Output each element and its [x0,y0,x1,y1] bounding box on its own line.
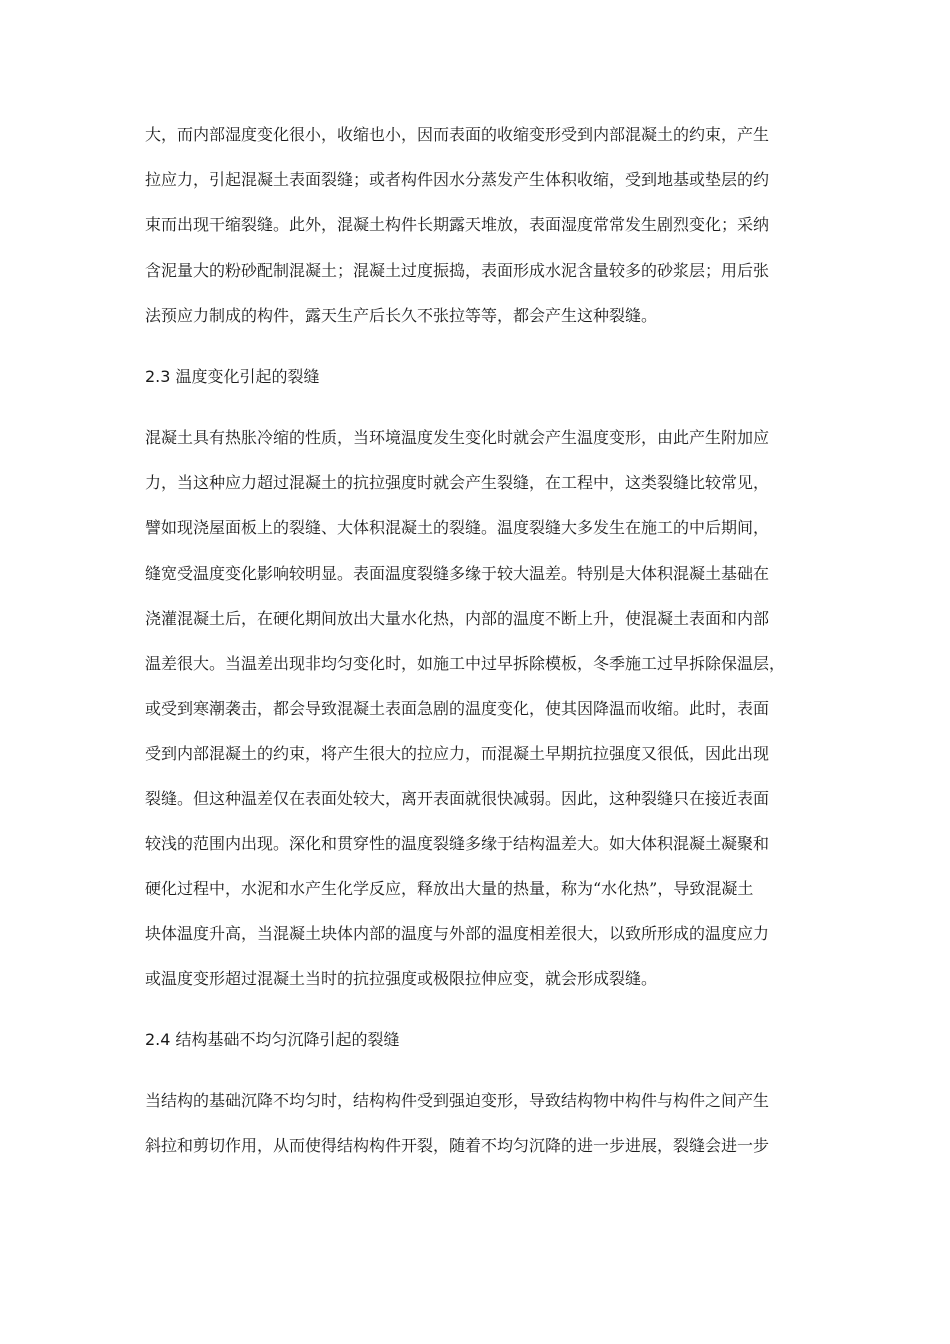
paragraph-2-line-13: 或温度变形超过混凝土当时的抗拉强度或极限拉伸应变，就会形成裂缝。 [145,969,658,988]
paragraph-2-line-4: 缝宽受温度变化影响较明显。表面温度裂缝多缘于较大温差。特别是大体积混凝土基础在 [145,564,770,583]
paragraph-1-line-1: 大，而内部湿度变化很小，收缩也小，因而表面的收缩变形受到内部混凝土的约束，产生 [145,125,770,144]
paragraph-2-line-3: 譬如现浇屋面板上的裂缝、大体积混凝土的裂缝。温度裂缝大多发生在施工的中后期间， [145,518,770,537]
paragraph-3-line-1: 当结构的基础沉降不均匀时，结构构件受到强迫变形，导致结构物中构件与构件之间产生 [145,1091,770,1110]
paragraph-1-line-3: 束而出现干缩裂缝。此外，混凝土构件长期露天堆放，表面湿度常常发生剧烈变化；采纳 [145,215,770,234]
paragraph-3-line-2: 斜拉和剪切作用，从而使得结构构件开裂，随着不均匀沉降的进一步进展，裂缝会进一步 [145,1136,770,1155]
paragraph-1-line-4: 含泥量大的粉砂配制混凝土；混凝土过度振捣，表面形成水泥含量较多的砂浆层；用后张 [145,261,770,280]
paragraph-2-line-1: 混凝土具有热胀冷缩的性质，当环境温度发生变化时就会产生温度变形，由此产生附加应 [145,428,770,447]
paragraph-2-line-2: 力，当这种应力超过混凝土的抗拉强度时就会产生裂缝，在工程中，这类裂缝比较常见， [145,473,770,492]
paragraph-1-line-5: 法预应力制成的构件，露天生产后长久不张拉等等，都会产生这种裂缝。 [145,306,658,325]
paragraph-2-line-11: 硬化过程中，水泥和水产生化学反应，释放出大量的热量，称为“水化热”，导致混凝土 [145,879,754,898]
paragraph-2-line-9: 裂缝。但这种温差仅在表面处较大，离开表面就很快减弱。因此，这种裂缝只在接近表面 [145,789,770,808]
paragraph-2-line-6: 温差很大。当温差出现非均匀变化时，如施工中过早拆除模板，冬季施工过早拆除保温层， [145,654,786,673]
paragraph-2-line-10: 较浅的范围内出现。深化和贯穿性的温度裂缝多缘于结构温差大。如大体积混凝土凝聚和 [145,834,770,853]
paragraph-2-line-5: 浇灌混凝土后，在硬化期间放出大量水化热，内部的温度不断上升，使混凝土表面和内部 [145,609,770,628]
paragraph-1-line-2: 拉应力，引起混凝土表面裂缝；或者构件因水分蒸发产生体积收缩，受到地基或垫层的约 [145,170,770,189]
section-heading-2-3: 2.3 温度变化引起的裂缝 [145,367,320,386]
paragraph-2-line-7: 或受到寒潮袭击，都会导致混凝土表面急剧的温度变化，使其因降温而收缩。此时，表面 [145,699,770,718]
paragraph-2-line-8: 受到内部混凝土的约束，将产生很大的拉应力，而混凝土早期抗拉强度又很低，因此出现 [145,744,770,763]
section-heading-2-4: 2.4 结构基础不均匀沉降引起的裂缝 [145,1030,400,1049]
paragraph-2-line-12: 块体温度升高，当混凝土块体内部的温度与外部的温度相差很大，以致所形成的温度应力 [145,924,770,943]
